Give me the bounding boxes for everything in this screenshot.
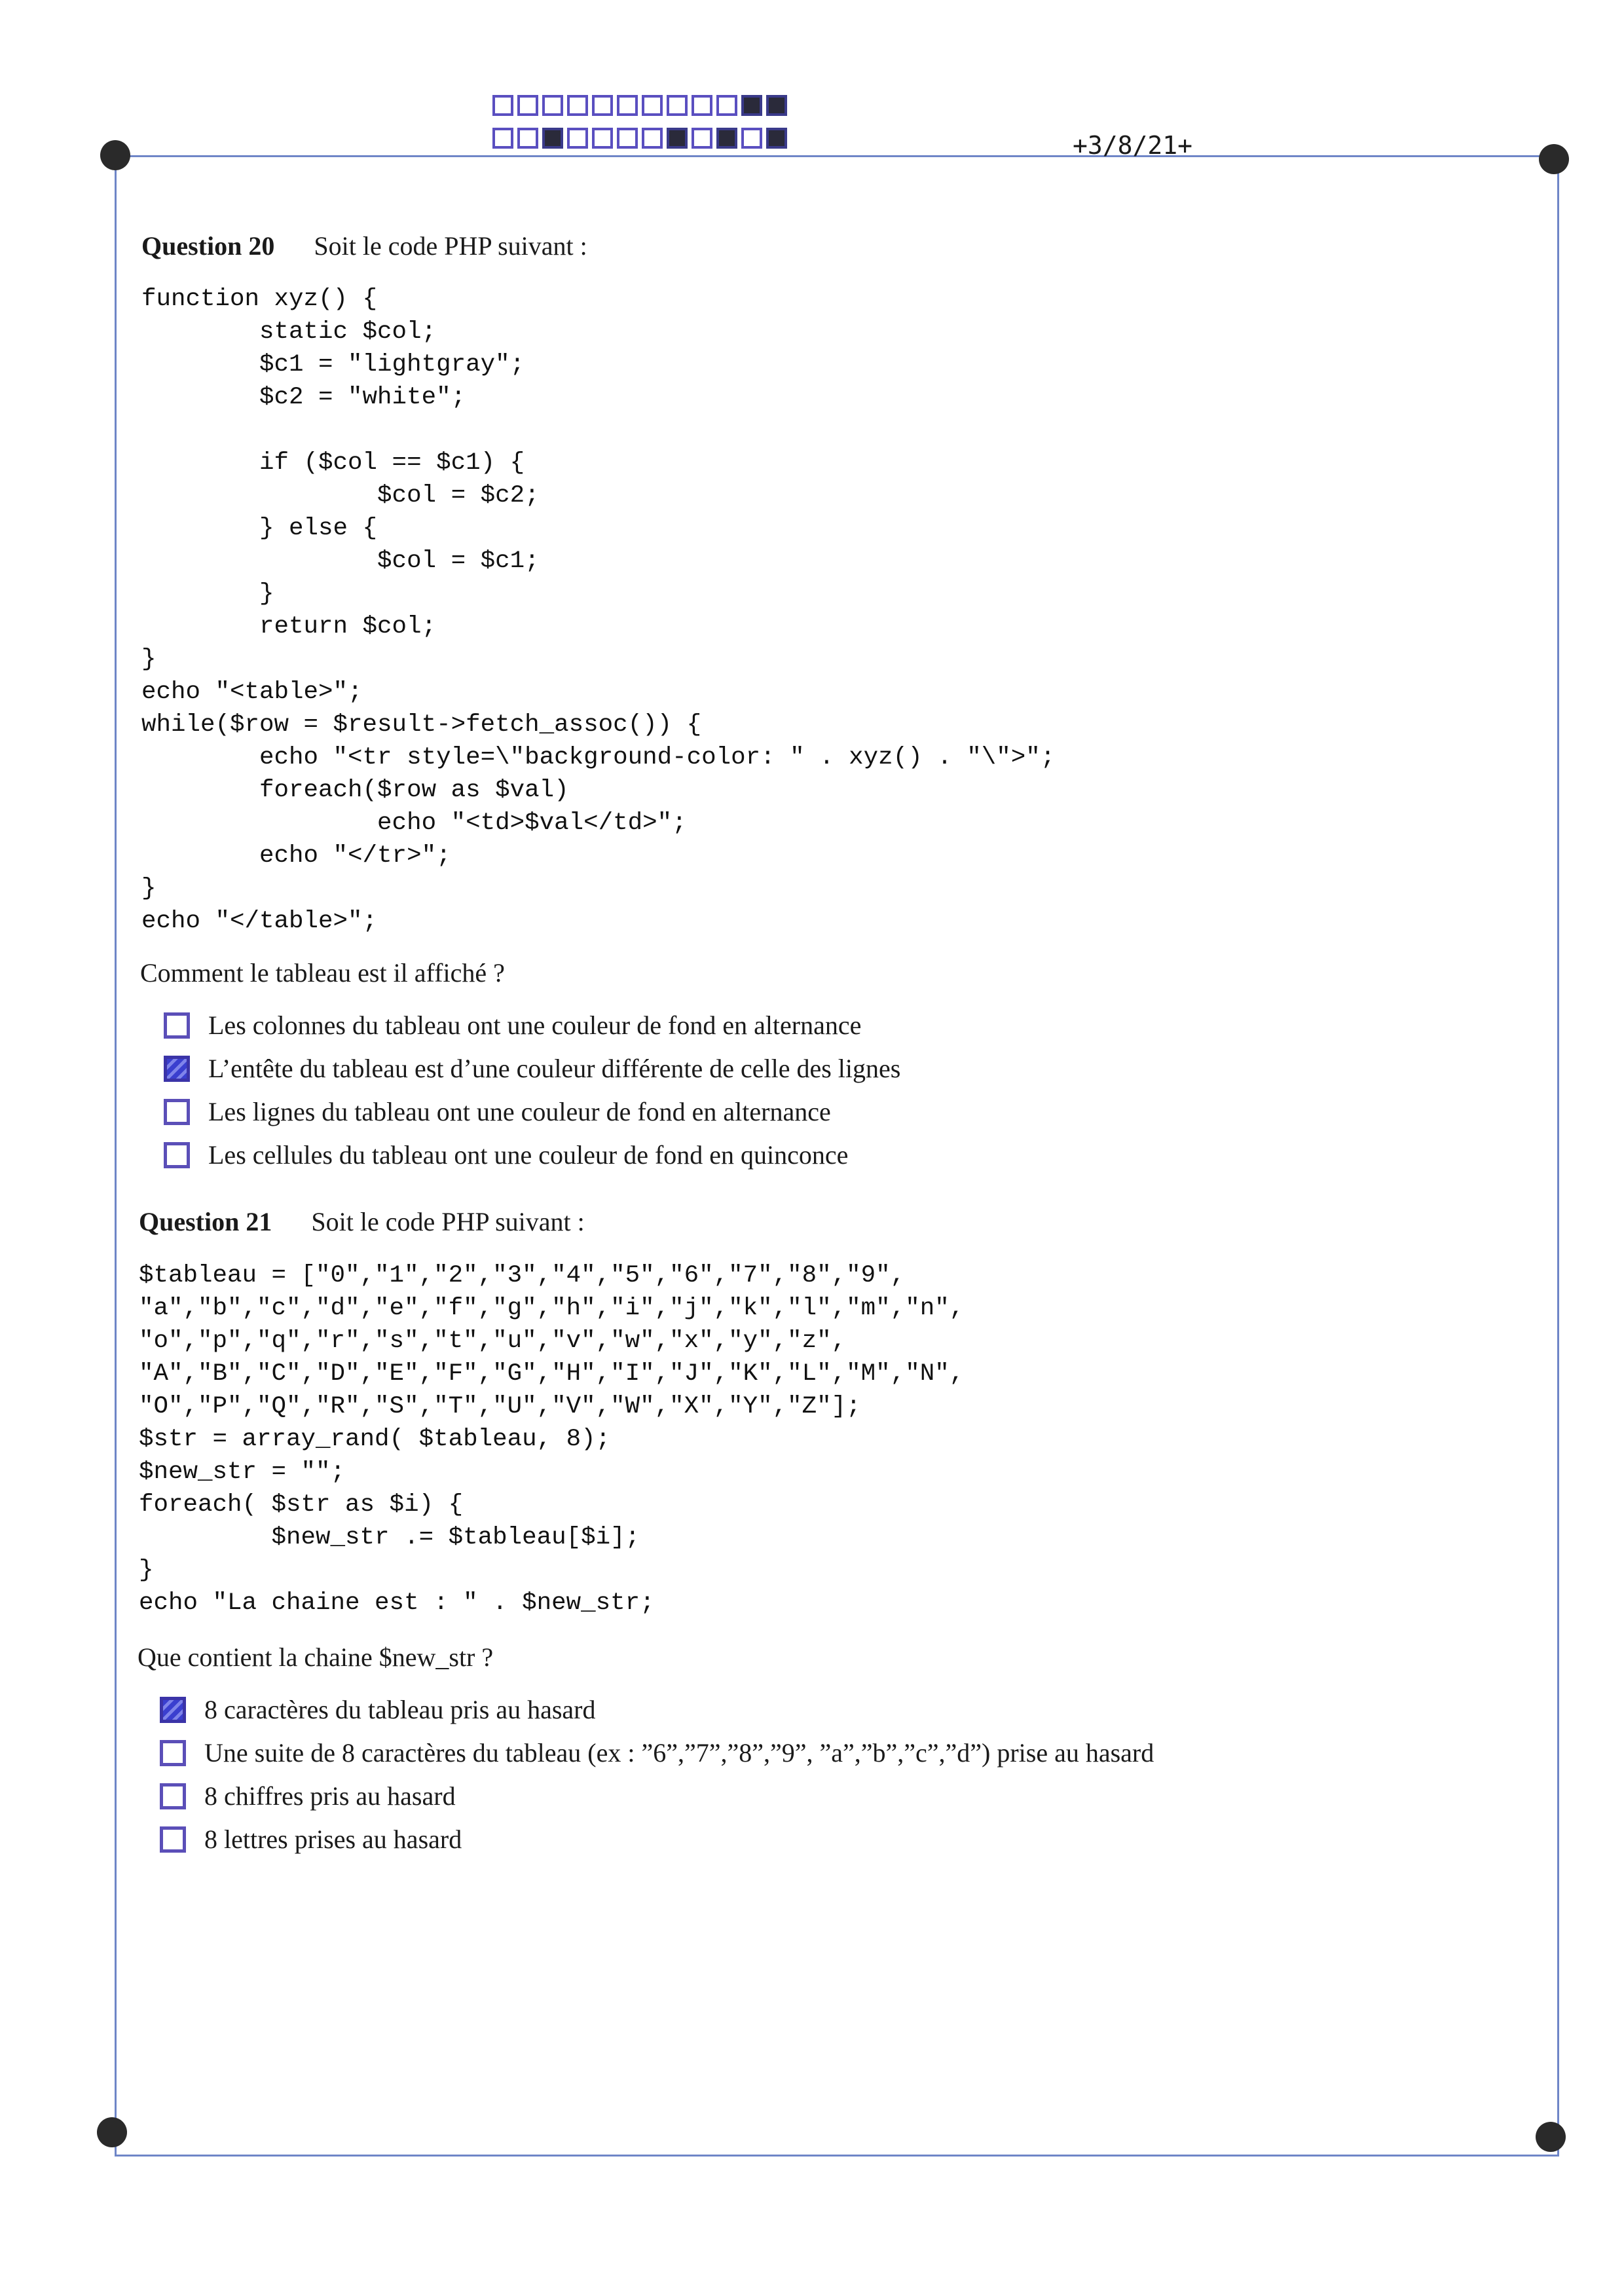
question-20-code: function xyz() { static $col; $c1 = "lightgray"; $c2 = "white"; if ($col == $c1) { $col = $c2; } else { $col = $c1; } return $col; } echo "<table>"; while($row = $result->fetch_assoc()) { echo "<tr style=\"background-color: " . xyz() . "\">"; foreach($row as $val) echo "<td>$val</td>"; echo "</tr>"; } echo "</table>";	[141, 286, 1056, 935]
checkbox[interactable]	[164, 1056, 190, 1082]
question-21-prompt: Que contient la chaine $new_str ?	[138, 1642, 494, 1672]
corner-mark-top-right	[1539, 144, 1569, 174]
answer-label: Les lignes du tableau ont une couleur de fond en alternance	[208, 1097, 831, 1126]
checkbox[interactable]	[160, 1740, 186, 1766]
barcode-cell	[667, 128, 688, 149]
answer-option[interactable]	[160, 1824, 462, 1855]
answer-option[interactable]	[160, 1737, 1154, 1768]
barcode-top	[492, 95, 787, 116]
checkbox[interactable]	[160, 1697, 186, 1723]
answer-option[interactable]	[164, 1139, 848, 1170]
barcode-cell	[667, 95, 688, 116]
corner-mark-bottom-right	[1536, 2122, 1566, 2152]
page-id: +3/8/21+	[1073, 131, 1193, 160]
barcode-cell	[692, 95, 712, 116]
barcode-cell	[716, 95, 737, 116]
answer-label: Une suite de 8 caractères du tableau (ex : ”6”,”7”,”8”,”9”, ”a”,”b”,”c”,”d”) prise au hasard	[204, 1738, 1154, 1768]
barcode-cell	[692, 128, 712, 149]
barcode-cell	[617, 95, 638, 116]
barcode-cell	[567, 95, 588, 116]
answer-option[interactable]	[164, 1096, 831, 1127]
barcode-cell	[542, 95, 563, 116]
barcode-cell	[642, 128, 663, 149]
barcode-cell	[492, 95, 513, 116]
barcode-cell	[716, 128, 737, 149]
checkbox[interactable]	[164, 1099, 190, 1125]
answer-label: Les colonnes du tableau ont une couleur de fond en alternance	[208, 1010, 862, 1040]
barcode-cell	[592, 95, 613, 116]
barcode-cell	[517, 128, 538, 149]
answer-label: Les cellules du tableau ont une couleur de fond en quinconce	[208, 1140, 849, 1170]
answer-option[interactable]	[160, 1694, 595, 1725]
barcode-cell	[766, 95, 787, 116]
question-21-code: $tableau = ["0","1","2","3","4","5","6","7","8","9", "a","b","c","d","e","f","g","h","i","j","k","l","m","n", "o","p","q","r","s","t","u","v","w","x","y","z", "A","B","C","D","E","F","G","H","I","J","K","L","M","N", "O","P","Q","R","S","T","U","V","W","X","Y","Z"]; $str = array_rand( $tableau, 8); $new_str = ""; foreach( $str as $i) { $new_str .= $tableau[$i]; } echo "La chaine est : " . $new_str;	[139, 1262, 965, 1617]
answer-label: 8 chiffres pris au hasard	[204, 1781, 456, 1811]
barcode-cell	[567, 128, 588, 149]
question-20-heading	[141, 231, 587, 261]
barcode-cell	[766, 128, 787, 149]
barcode-bottom	[492, 128, 787, 149]
answer-label: 8 lettres prises au hasard	[204, 1824, 462, 1854]
answer-option[interactable]	[164, 1010, 861, 1041]
checkbox[interactable]	[164, 1142, 190, 1168]
corner-mark-top-left	[100, 140, 130, 170]
checkbox[interactable]	[160, 1826, 186, 1853]
question-intro: Soit le code PHP suivant :	[311, 1207, 585, 1236]
barcode-cell	[492, 128, 513, 149]
barcode-cell	[617, 128, 638, 149]
checkbox[interactable]	[164, 1012, 190, 1039]
corner-mark-bottom-left	[97, 2117, 127, 2147]
barcode-cell	[642, 95, 663, 116]
question-intro: Soit le code PHP suivant :	[314, 231, 587, 261]
answer-option[interactable]	[160, 1781, 456, 1811]
question-20-prompt: Comment le tableau est il affiché ?	[140, 958, 505, 988]
question-number: Question 20	[141, 231, 275, 261]
checkbox[interactable]	[160, 1783, 186, 1809]
question-number: Question 21	[139, 1207, 272, 1236]
answer-option[interactable]	[164, 1053, 900, 1084]
answer-label: L’entête du tableau est d’une couleur différente de celle des lignes	[208, 1054, 901, 1083]
barcode-cell	[741, 95, 762, 116]
barcode-cell	[542, 128, 563, 149]
barcode-cell	[741, 128, 762, 149]
barcode-cell	[517, 95, 538, 116]
question-21-heading	[139, 1206, 585, 1237]
answer-label: 8 caractères du tableau pris au hasard	[204, 1695, 596, 1724]
barcode-cell	[592, 128, 613, 149]
